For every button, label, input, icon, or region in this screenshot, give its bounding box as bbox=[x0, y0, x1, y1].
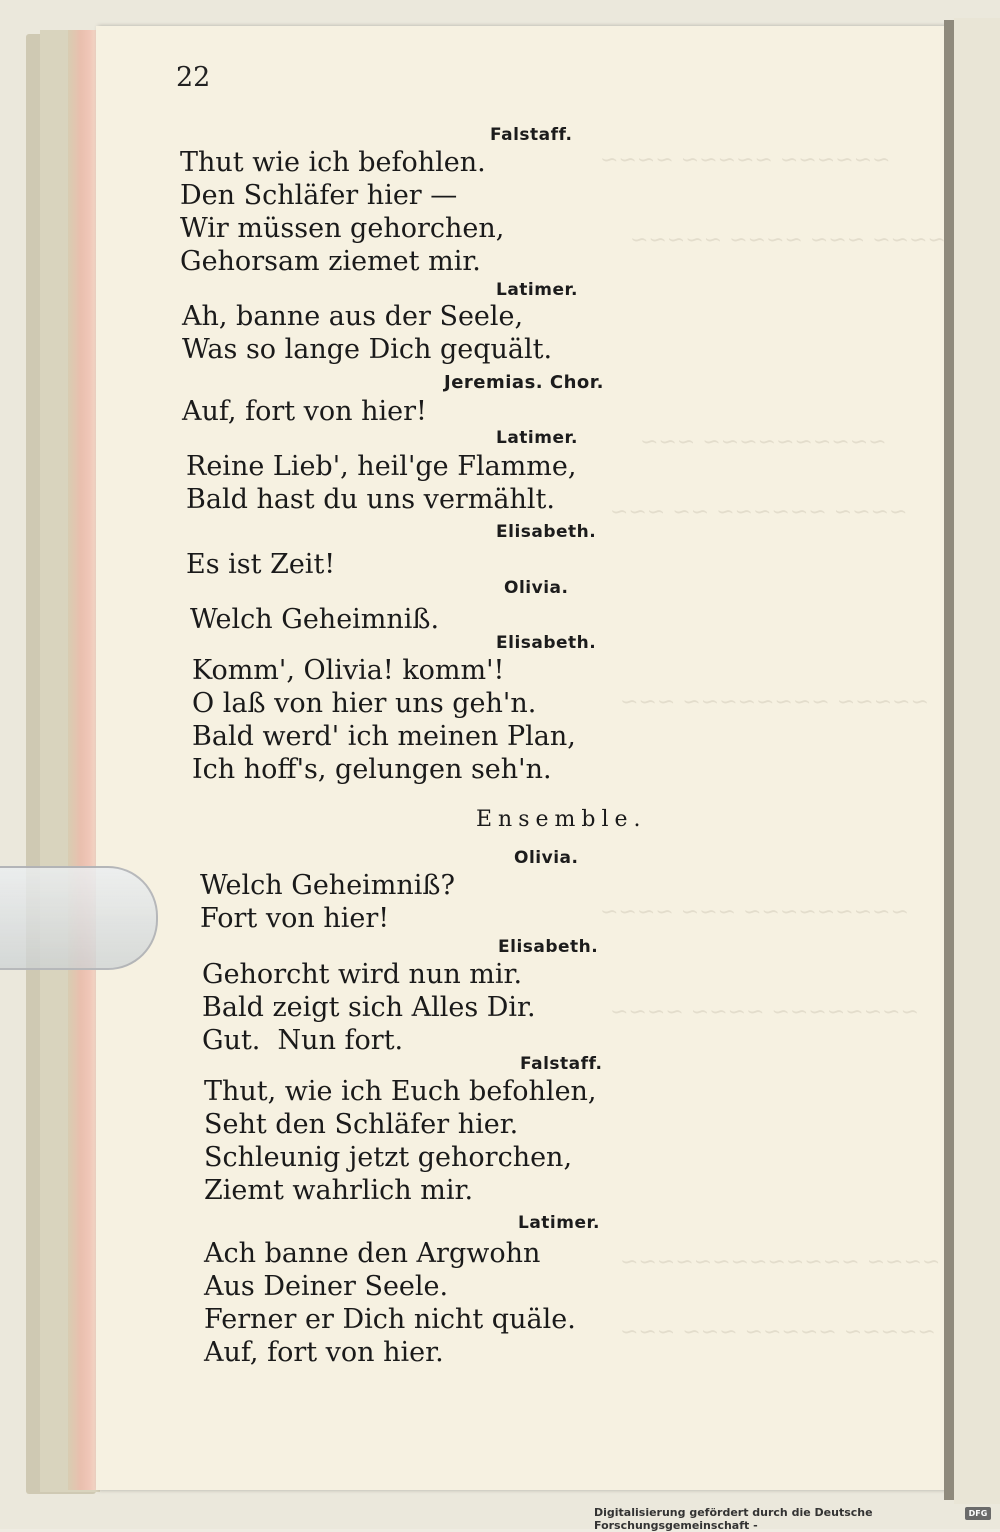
verse-line: Bald hast du uns vermählt. bbox=[186, 484, 555, 515]
verse-line: Welch Geheimniß. bbox=[190, 604, 440, 635]
page-clip bbox=[0, 866, 158, 970]
book-gutter bbox=[944, 20, 954, 1500]
speaker-label: Latimer. bbox=[496, 428, 578, 448]
speaker-label: Falstaff. bbox=[520, 1054, 603, 1074]
speaker-label: Olivia. bbox=[514, 848, 579, 868]
verse-line: Thut wie ich befohlen. bbox=[180, 147, 486, 178]
verse-line: Aus Deiner Seele. bbox=[204, 1271, 449, 1302]
verse-line: Thut, wie ich Euch befohlen, bbox=[204, 1076, 597, 1107]
page-number: 22 bbox=[176, 62, 211, 93]
dfg-logo: DFG bbox=[965, 1507, 991, 1520]
verse-line: Ah, banne aus der Seele, bbox=[182, 301, 524, 332]
verse-line: Ferner er Dich nicht quäle. bbox=[204, 1304, 576, 1335]
speaker-label: Latimer. bbox=[496, 280, 578, 300]
verse-line: Schleunig jetzt gehorchen, bbox=[204, 1142, 573, 1173]
verse-line: Wir müssen gehorchen, bbox=[180, 213, 505, 244]
verse-line: Gut. Nun fort. bbox=[202, 1025, 404, 1056]
verse-line: Reine Lieb', heil'ge Flamme, bbox=[186, 451, 577, 482]
verse-line: O laß von hier uns geh'n. bbox=[192, 688, 537, 719]
speaker-label: Falstaff. bbox=[490, 125, 573, 145]
verse-line: Gehorcht wird nun mir. bbox=[202, 959, 523, 990]
verse-line: Den Schläfer hier — bbox=[180, 180, 458, 211]
verse-line: Bald zeigt sich Alles Dir. bbox=[202, 992, 536, 1023]
verse-line: Auf, fort von hier! bbox=[182, 396, 427, 427]
digitization-credit: Digitalisierung gefördert durch die Deutsche Forschungsgemeinschaft - bbox=[594, 1506, 873, 1532]
speaker-label: Latimer. bbox=[518, 1213, 600, 1233]
verse-line: Ziemt wahrlich mir. bbox=[204, 1175, 474, 1206]
verse-line: Welch Geheimniß? bbox=[200, 870, 455, 901]
speaker-label: Elisabeth. bbox=[496, 633, 597, 653]
speaker-label: Elisabeth. bbox=[496, 522, 597, 542]
speaker-label: Jeremias. Chor. bbox=[444, 372, 604, 393]
ensemble-heading: Ensemble. bbox=[476, 807, 647, 832]
verse-line: Ach banne den Argwohn bbox=[204, 1238, 541, 1269]
verse-line: Bald werd' ich meinen Plan, bbox=[192, 721, 576, 752]
verse-line: Seht den Schläfer hier. bbox=[204, 1109, 519, 1140]
verse-line: Gehorsam ziemet mir. bbox=[180, 246, 481, 277]
verse-line: Es ist Zeit! bbox=[186, 549, 336, 580]
speaker-label: Elisabeth. bbox=[498, 937, 599, 957]
verse-line: Was so lange Dich gequält. bbox=[182, 334, 553, 365]
verse-line: Komm', Olivia! komm'! bbox=[192, 655, 505, 686]
verse-line: Ich hoff's, gelungen seh'n. bbox=[192, 754, 552, 785]
verse-line: Auf, fort von hier. bbox=[204, 1337, 444, 1368]
facing-page-strip bbox=[954, 18, 1000, 1504]
verse-line: Fort von hier! bbox=[200, 903, 390, 934]
speaker-label: Olivia. bbox=[504, 578, 569, 598]
